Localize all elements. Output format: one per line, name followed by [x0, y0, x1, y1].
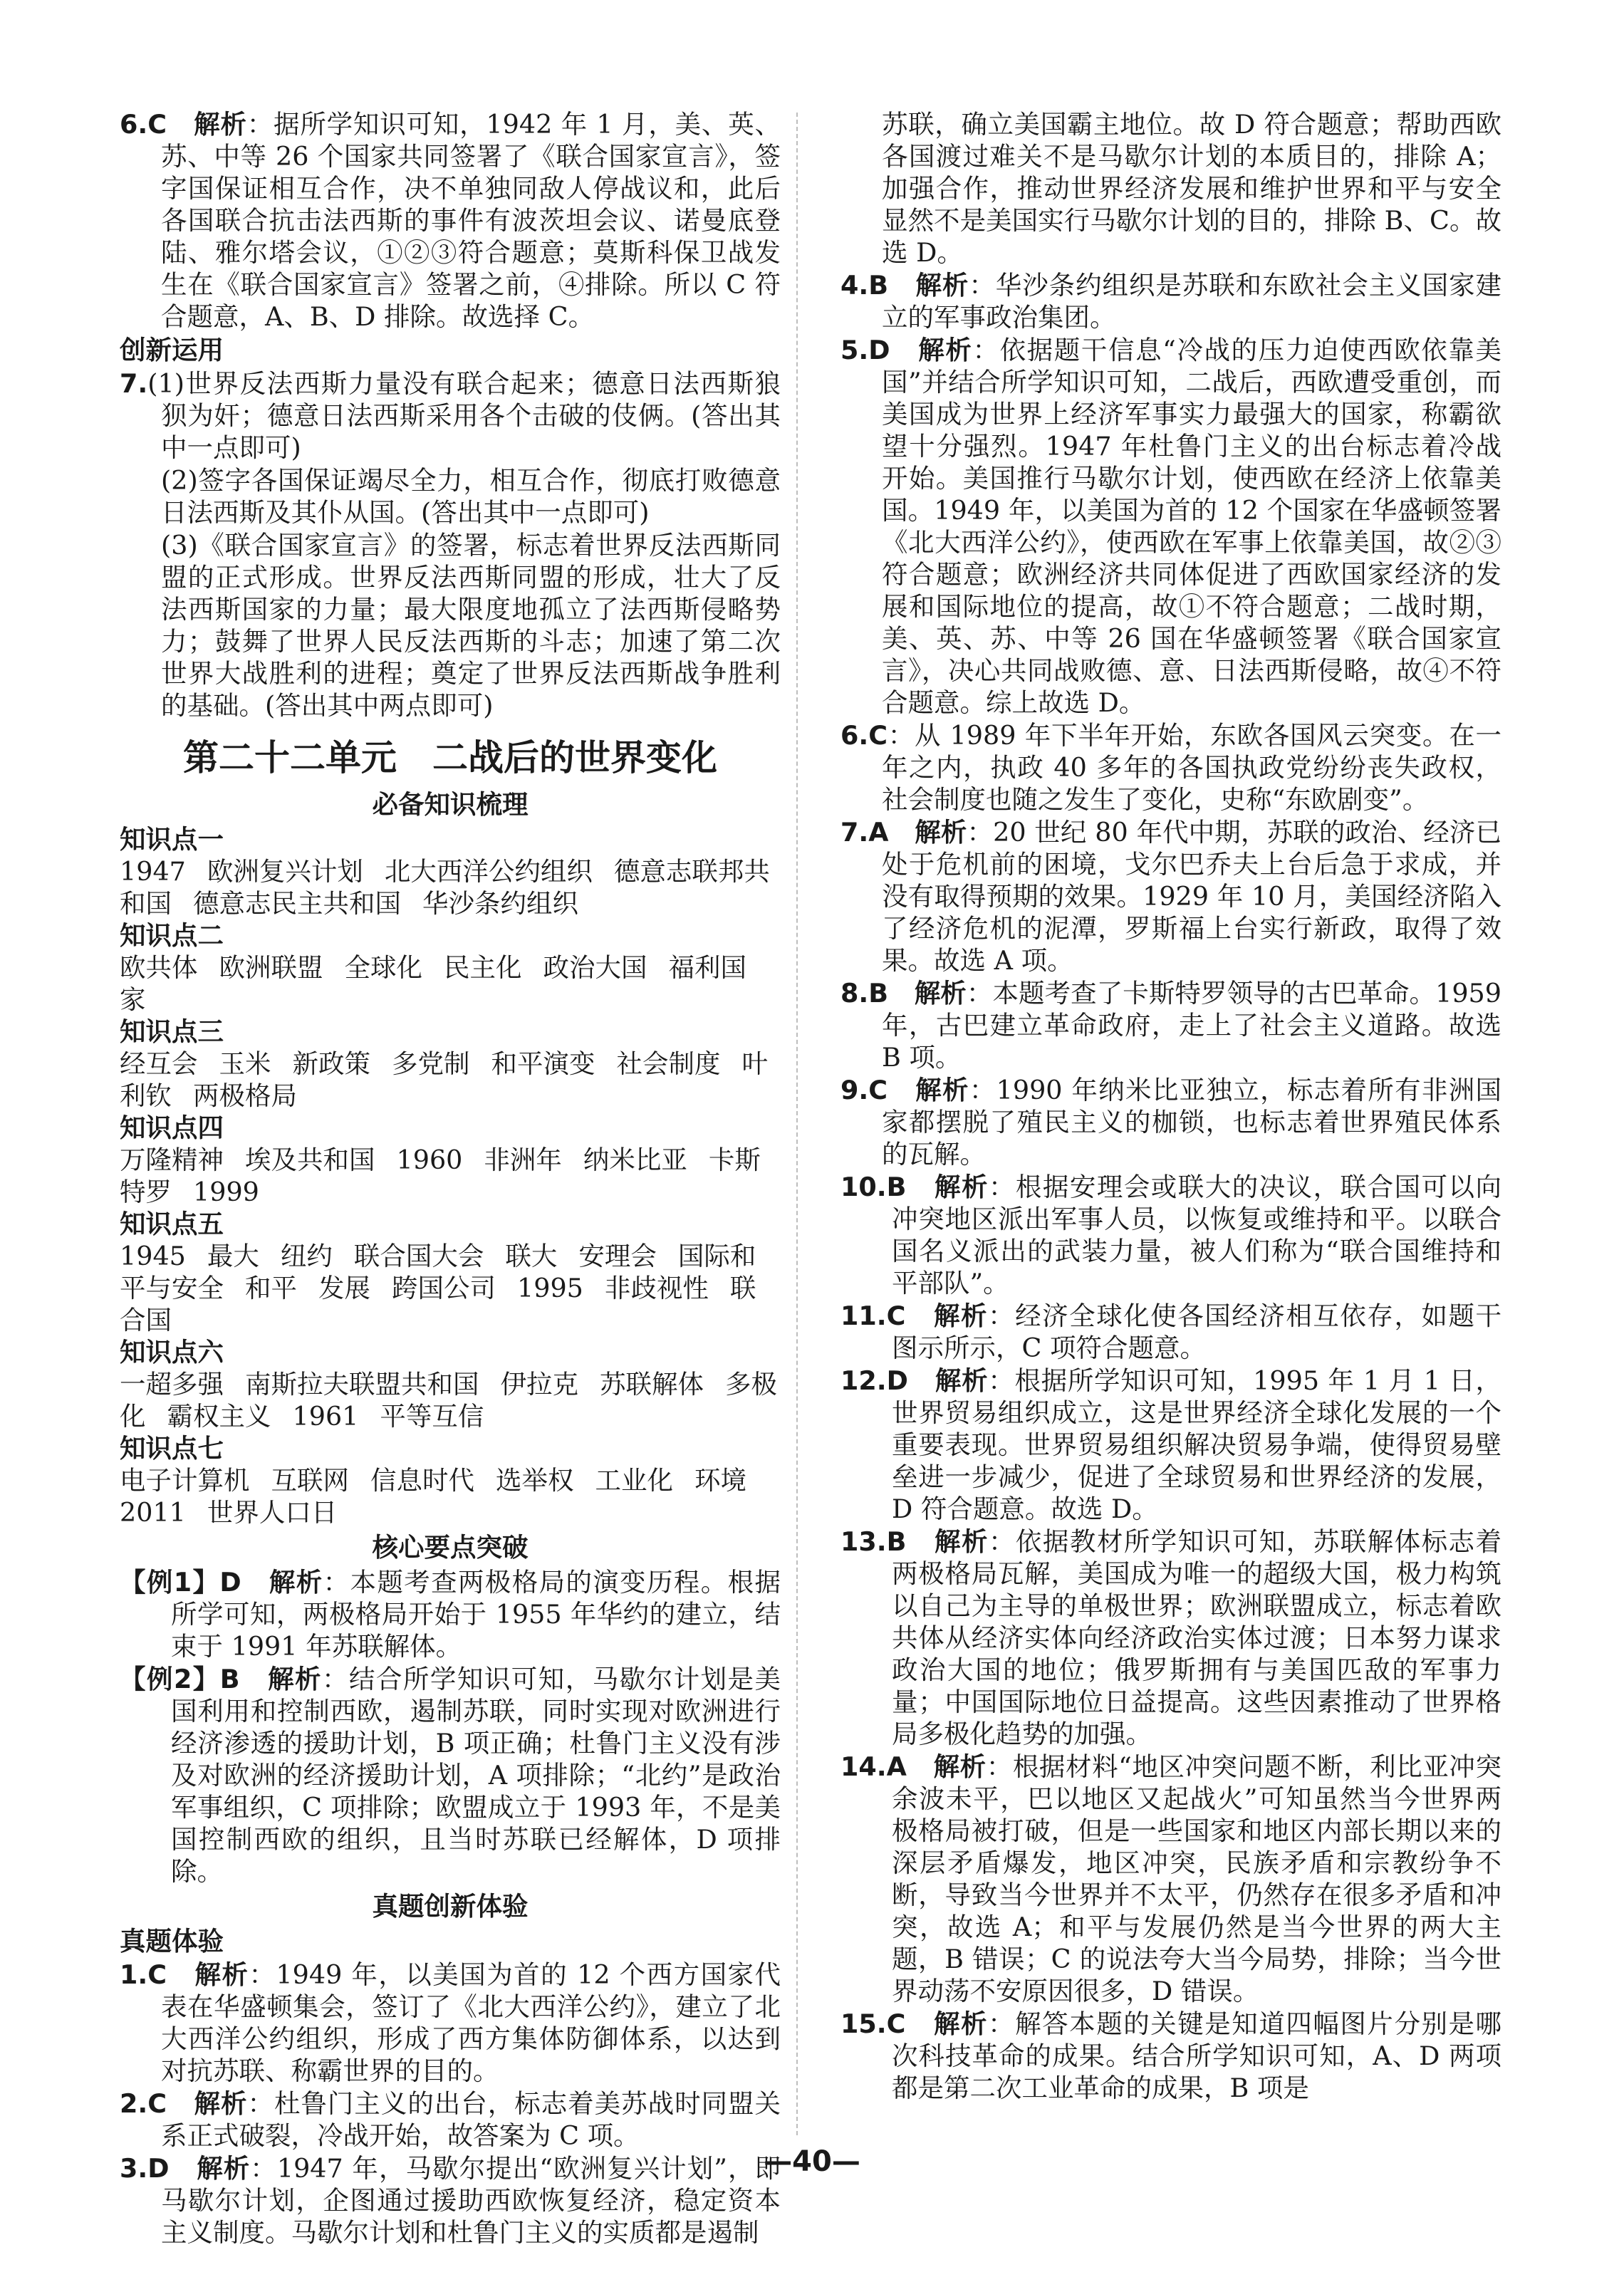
knowledge-point-terms: 欧共体 欧洲联盟 全球化 民主化 政治大国 福利国家 [120, 952, 746, 1015]
knowledge-point-terms: 电子计算机 互联网 信息时代 选举权 工业化 环境2011 世界人口日 [120, 1465, 746, 1528]
real-answer-1: 1.C 解析：1949 年，以美国为首的 12 个西方国家代表在华盛顿集会，签订了《北大西洋公约》，建立了北大西洋公约组织，形成了西方集体防御体系，以达到对抗苏联、称霸世界的目的。 [120, 1959, 781, 2086]
innovation-heading: 创新运用 [120, 335, 224, 365]
real-exam-subheading: 真题体验 [120, 1926, 224, 1956]
knowledge-point-title: 知识点三 [120, 1016, 224, 1047]
real-exam-section-title: 真题创新体验 [372, 1891, 529, 1922]
real-answer-8: 8.B 解析：本题考查了卡斯特罗领导的古巴革命。1959 年，古巴建立革命政府，走上了社会主义道路。故选 B 项。 [840, 978, 1502, 1073]
real-answer-9: 9.C 解析：1990 年纳米比亚独立，标志着所有非洲国家都摆脱了殖民主义的枷锁，也标志着世界殖民体系的瓦解。 [840, 1075, 1502, 1169]
knowledge-section-title: 必备知识梳理 [372, 789, 529, 820]
real-answer-3: 3.D 解析：1947 年，马歇尔提出“欧洲复兴计划”，即马歇尔计划，企图通过援助西欧恢复经济，稳定资本主义制度。马歇尔计划和杜鲁门主义的实质都是遏制 [120, 2153, 781, 2248]
answer-7-part3: (3)《联合国家宣言》的签署，标志着世界反法西斯同盟的正式形成。世界反法西斯同盟的形成，壮大了反法西斯国家的力量；最大限度地孤立了法西斯侵略势力；鼓舞了世界人民反法西斯的斗志；加速了第二次世界大战胜利的进程；奠定了世界反法西斯战争胜利的基础。(答出其中两点即可) [161, 530, 781, 721]
knowledge-point-title: 知识点七 [120, 1433, 224, 1464]
real-answer-13: 13.B 解析：依据教材所学知识可知，苏联解体标志着两极格局瓦解，美国成为唯一的超级大国，极力构筑以自己为主导的单极世界；欧洲联盟成立，标志着欧共体从经济实体向经济政治实体过渡；日本努力谋求政治大国的地位；俄罗斯拥有与美国匹敌的军事力量；中国国际地位日益提高。这些因素推动了世界格局多极化趋势的加强。 [840, 1526, 1502, 1749]
left-column [120, 108, 781, 2249]
real-answer-5: 5.D 解析：依据题干信息“冷战的压力迫使西欧依靠美国”并结合所学知识可知，二战后，西欧遭受重创，而美国成为世界上经济军事实力最强大的国家，称霸欲望十分强烈。1947 年杜鲁门主义的出台标志着冷战开始。美国推行马歇尔计划，使西欧在经济上依靠美国。1949 年，以美国为首的 12 个国家在华盛顿签署《北大西洋公约》，使西欧在军事上依靠美国，故②③符合题意；欧洲经济共同体促进了西欧国家经济的发展和国际地位的提高，故①不符合题意；二战时期，美、英、苏、中等 26 国在华盛顿签署《联合国家宣言》，决心共同战败德、意、日法西斯侵略，故④不符合题意。综上故选 D。 [840, 335, 1502, 718]
real-answer-14: 14.A 解析：根据材料“地区冲突问题不断，利比亚冲突余波未平，巴以地区又起战火”可知虽然当今世界两极格局被打破，但是一些国家和地区内部长期以来的深层矛盾爆发，地区冲突，民族矛盾和宗教纷争不断，导致当今世界并不太平，仍然存在很多矛盾和冲突，故选 A；和平与发展仍然是当今世界的两大主题，B 错误；C 的说法夸大当今局势，排除；当今世界动荡不安原因很多，D 错误。 [840, 1751, 1501, 2006]
page-number: —40— [764, 2145, 860, 2178]
knowledge-point-title: 知识点一 [120, 824, 224, 855]
knowledge-point-title: 知识点二 [120, 920, 224, 951]
real-answer-2: 2.C 解析：杜鲁门主义的出台，标志着美苏战时同盟关系正式破裂，冷战开始，故答案为 C 项。 [120, 2088, 781, 2151]
real-answer-7: 7.A 解析：20 世纪 80 年代中期，苏联的政治、经济已处于危机前的困境，戈尔巴乔夫上台后急于求成，并没有取得预期的效果。1929 年 10 月，美国经济陷入了经济危机的泥潭，罗斯福上台实行新政，取得了效果。故选 A 项。 [840, 817, 1502, 976]
right-column [840, 108, 1501, 2105]
real-answer-15: 15.C 解析：解答本题的关键是知道四幅图片分别是哪次科技革命的成果。结合所学知识可知，A、D 两项都是第二次工业革命的成果，B 项是 [840, 2008, 1502, 2103]
column-divider [796, 113, 798, 2135]
knowledge-point-title: 知识点四 [120, 1113, 224, 1143]
answer-6: 6.C 解析：据所学知识可知，1942 年 1 月，美、英、苏、中等 26 个国家共同签署了《联合国家宣言》，签字国保证相互合作，决不单独同敌人停战议和，此后各国联合抗击法西斯的事件有波茨坦会议、诺曼底登陆、雅尔塔会议，①②③符合题意；莫斯科保卫战发生在《联合国家宣言》签署之前，④排除。所以 C 符合题意，A、B、D 排除。故选择 C。 [120, 109, 781, 332]
knowledge-point-title: 知识点五 [120, 1209, 224, 1239]
example-2: 【例2】B 解析：结合所学知识可知，马歇尔计划是美国利用和控制西欧，遏制苏联，同时实现对欧洲进行经济渗透的援助计划，B 项正确；杜鲁门主义没有涉及对欧洲的经济援助计划，A 项排除；“北约”是政治军事组织，C 项排除；欧盟成立于 1993 年，不是美国控制西欧的组织，且当时苏联已经解体，D 项排除。 [120, 1664, 781, 1887]
real-answer-12: 12.D 解析：根据所学知识可知，1995 年 1 月 1 日，世界贸易组织成立，这是世界经济全球化发展的一个重要表现。世界贸易组织解决贸易争端，使得贸易壁垒进一步减少，促进了全球贸易和世界经济的发展，D 符合题意。故选 D。 [840, 1365, 1502, 1524]
knowledge-point-title: 知识点六 [120, 1337, 224, 1367]
real-answer-3-continued: 苏联，确立美国霸主地位。故 D 符合题意；帮助西欧各国渡过难关不是马歇尔计划的本质目的，排除 A；加强合作，推动世界经济发展和维护世界和平与安全显然不是美国实行马歇尔计划的目的，排除 B、C。故选 D。 [882, 109, 1501, 268]
answer-7: 7.(1)世界反法西斯力量没有联合起来；德意日法西斯狼狈为奸；德意日法西斯采用各个击破的伎俩。(答出其中一点即可) [120, 368, 781, 463]
knowledge-point-terms: 1947 欧洲复兴计划 北大西洋公约组织 德意志联邦共和国 德意志民主共和国 华沙条约组织 [120, 856, 770, 919]
knowledge-point-terms: 一超多强 南斯拉夫联盟共和国 伊拉克 苏联解体 多极化 霸权主义 1961 平等互信 [120, 1369, 777, 1432]
knowledge-point-terms: 1945 最大 纽约 联合国大会 联大 安理会 国际和平与安全 和平 发展 跨国公司 1995 非歧视性 联合国 [120, 1241, 756, 1335]
knowledge-point-terms: 经互会 玉米 新政策 多党制 和平演变 社会制度 叶利钦 两极格局 [120, 1048, 768, 1111]
real-answer-6: 6.C：从 1989 年下半年开始，东欧各国风云突变。在一年之内，执政 40 多年的各国执政党纷纷丧失政权，社会制度也随之发生了变化，史称“东欧剧变”。 [840, 720, 1501, 815]
real-answer-4: 4.B 解析：华沙条约组织是苏联和东欧社会主义国家建立的军事政治集团。 [840, 270, 1502, 333]
answer-7-part2: (2)签字各国保证竭尽全力，相互合作，彻底打败德意日法西斯及其仆从国。(答出其中一点即可) [161, 465, 781, 528]
knowledge-point-terms: 万隆精神 埃及共和国 1960 非洲年 纳米比亚 卡斯特罗 1999 [120, 1145, 761, 1207]
unit-title: 第二十二单元 二战后的世界变化 [183, 737, 717, 778]
real-answer-11: 11.C 解析：经济全球化使各国经济相互依存，如题干图示所示，C 项符合题意。 [840, 1301, 1502, 1363]
knowledge-points [120, 823, 781, 1528]
real-answer-10: 10.B 解析：根据安理会或联大的决议，联合国可以向冲突地区派出军事人员，以恢复或维持和平。以联合国名义派出的武装力量，被人们称为“联合国维持和平部队”。 [840, 1172, 1502, 1298]
example-1: 【例1】D 解析：本题考查两极格局的演变历程。根据所学可知，两极格局开始于 1955 年华约的建立，结束于 1991 年苏联解体。 [120, 1567, 781, 1662]
core-section-title: 核心要点突破 [372, 1532, 529, 1563]
